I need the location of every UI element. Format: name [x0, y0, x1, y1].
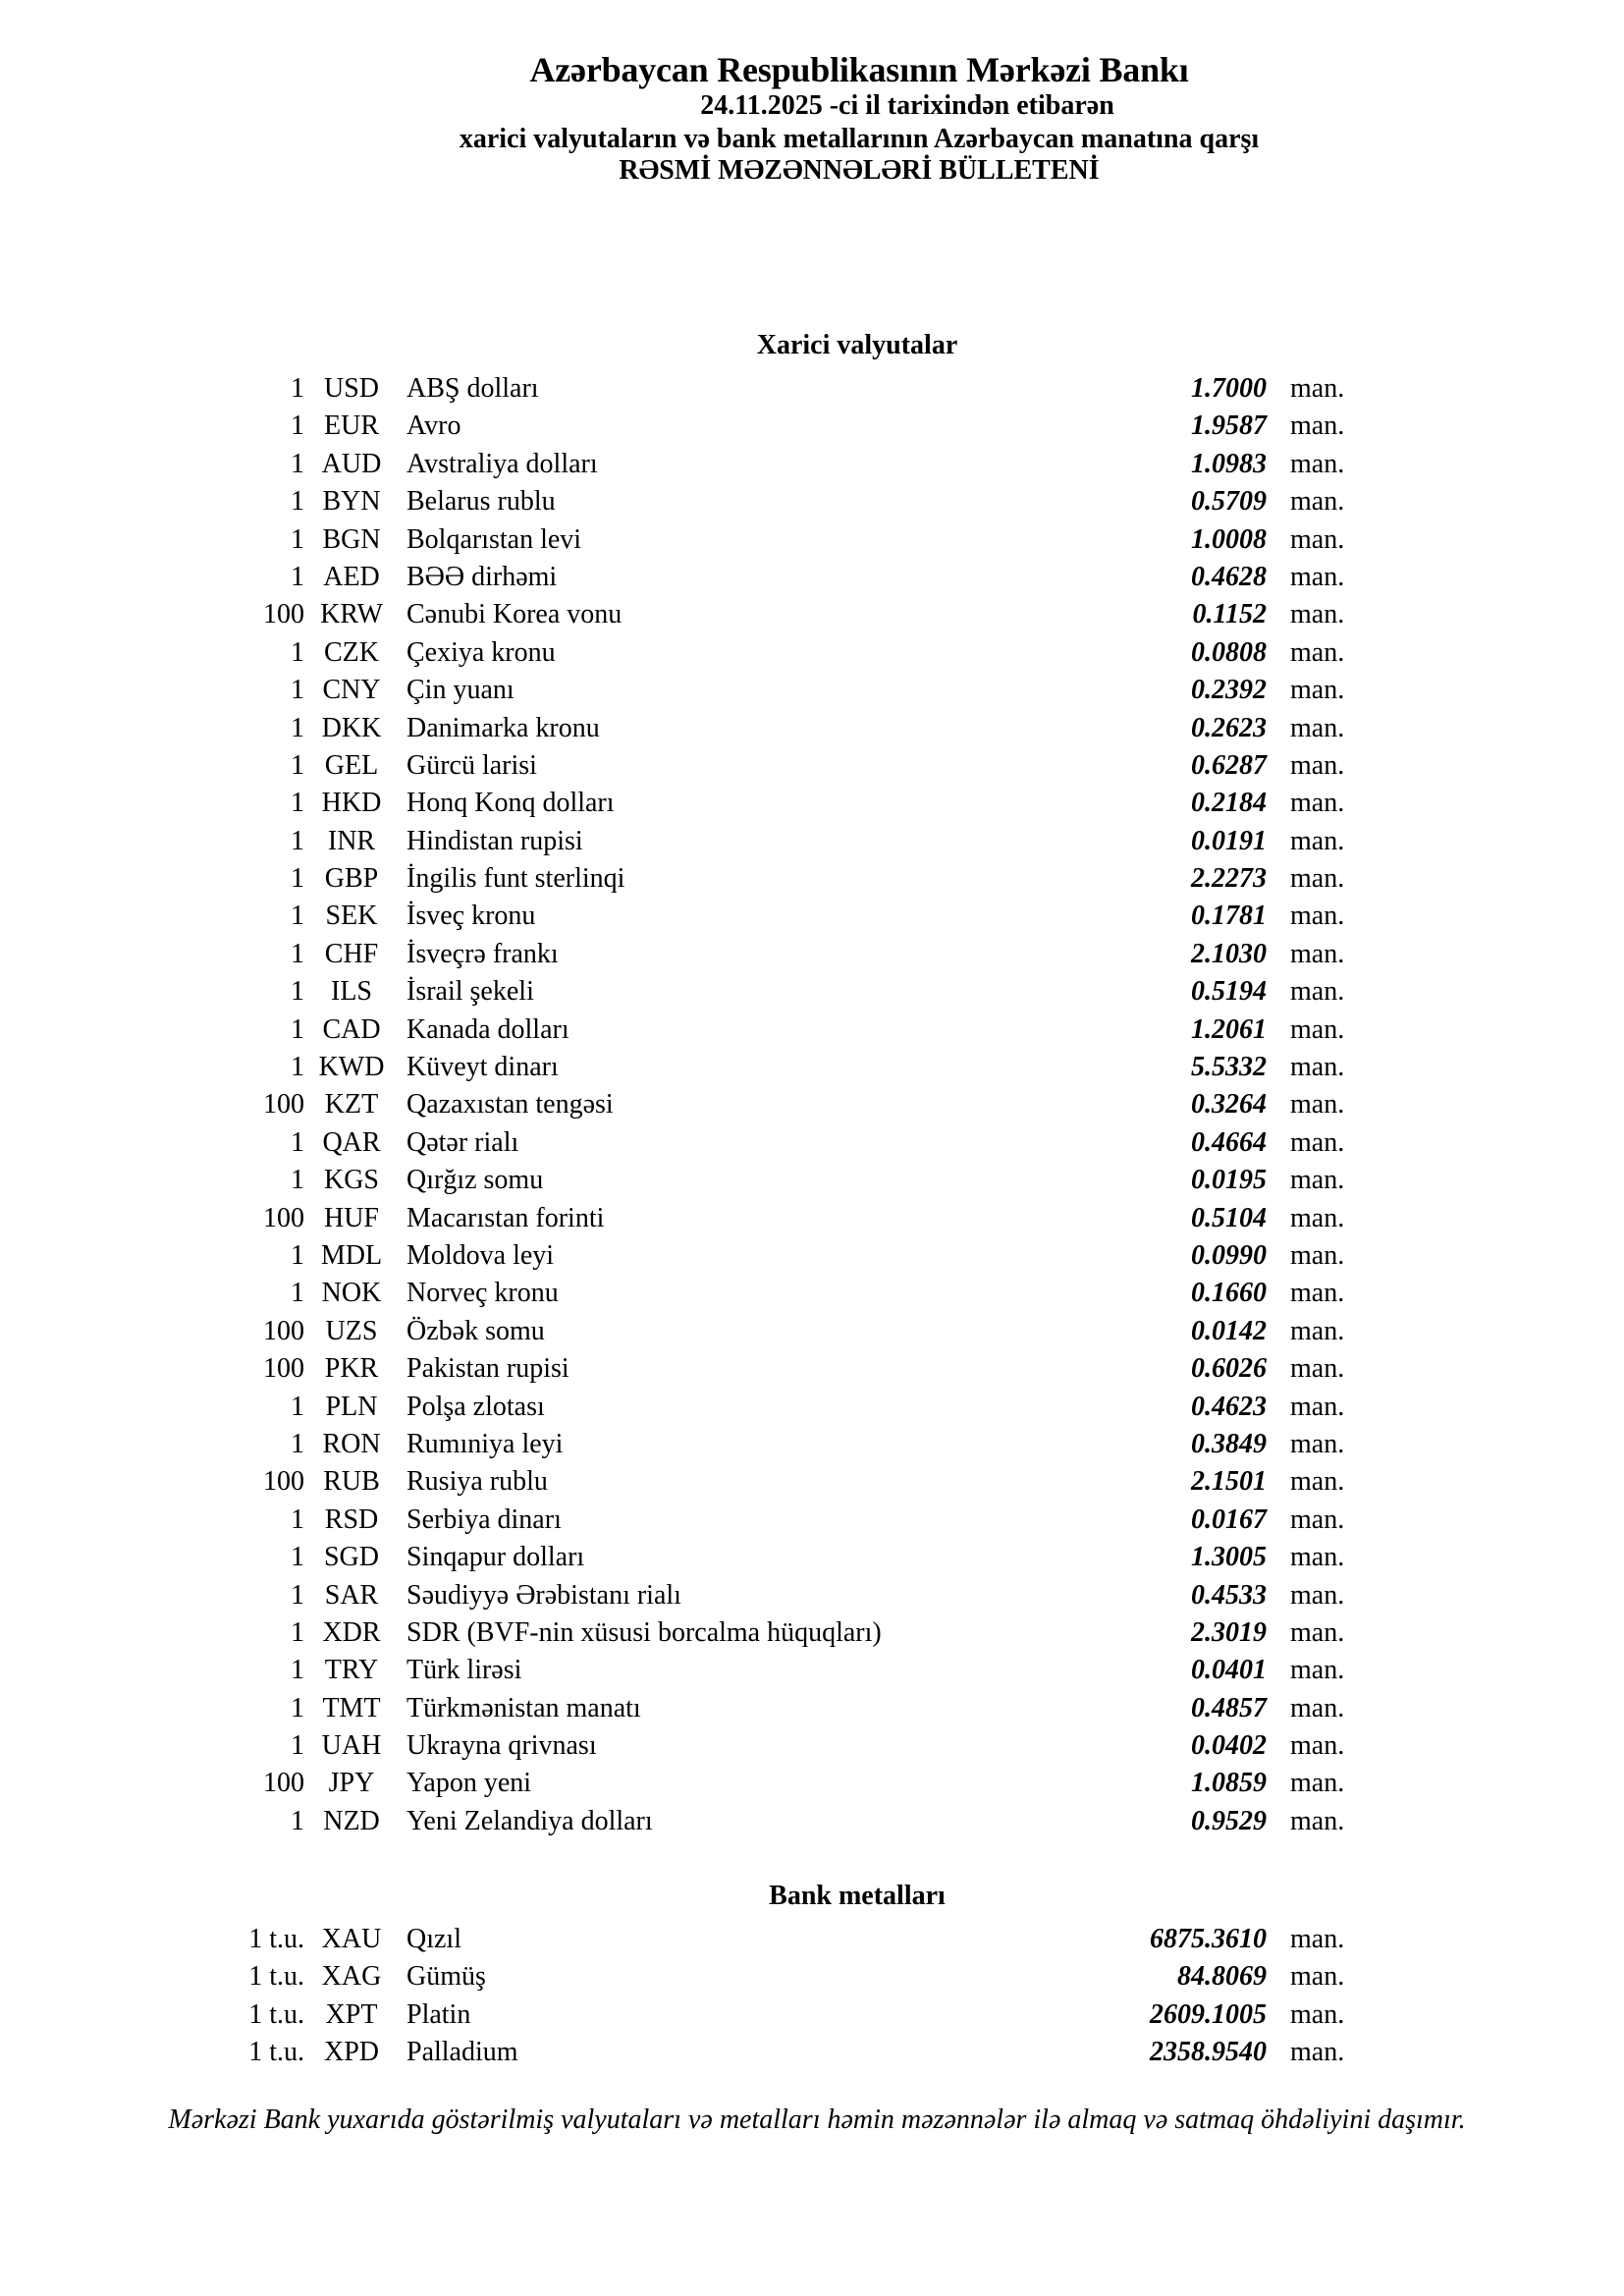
quantity-cell: 100 — [263, 599, 304, 630]
table-row — [226, 1958, 1453, 1995]
currency-code-cell: XDR — [322, 1616, 381, 1648]
currency-name-cell: İsveçrə frankı — [406, 938, 559, 969]
table-row — [226, 973, 1453, 1011]
currency-code-cell: CNY — [322, 675, 381, 706]
quantity-cell: 100 — [263, 1353, 304, 1385]
unit-cell: man. — [1290, 410, 1345, 442]
currencies-section — [226, 330, 1453, 1840]
unit-cell: man. — [1290, 1391, 1345, 1422]
rate-cell: 0.0195 — [1191, 1165, 1267, 1196]
currency-name-cell: Rumıniya leyi — [406, 1428, 564, 1459]
rate-cell: 0.5709 — [1191, 486, 1267, 518]
quantity-cell: 100 — [263, 1768, 304, 1799]
currency-name-cell: İsrail şekeli — [406, 976, 534, 1008]
table-row — [226, 860, 1453, 898]
currency-code-cell: DKK — [321, 712, 382, 743]
table-row — [226, 672, 1453, 709]
currency-name-cell: Gürcü larisi — [406, 749, 537, 781]
unit-cell: man. — [1290, 825, 1345, 856]
currency-code-cell: ILS — [331, 976, 372, 1008]
rate-cell: 1.0008 — [1191, 523, 1267, 555]
currency-name-cell: Belarus rublu — [406, 486, 556, 518]
currency-name-cell: Serbiya dinarı — [406, 1503, 562, 1535]
unit-cell: man. — [1290, 1768, 1345, 1799]
rate-cell: 0.4623 — [1191, 1391, 1267, 1422]
currency-code-cell: TMT — [322, 1692, 381, 1723]
unit-cell: man. — [1290, 901, 1345, 932]
currency-code-cell: UAH — [321, 1730, 382, 1762]
quantity-cell: 1 — [291, 636, 304, 668]
currency-name-cell: Rusiya rublu — [406, 1466, 548, 1498]
currency-name-cell: Qırğız somu — [406, 1165, 544, 1196]
table-row — [226, 483, 1453, 520]
unit-cell: man. — [1290, 1998, 1345, 2030]
table-row — [226, 408, 1453, 445]
table-row — [226, 559, 1453, 596]
currency-code-cell: BGN — [322, 523, 381, 555]
table-row — [226, 1502, 1453, 1539]
rate-cell: 0.5194 — [1191, 976, 1267, 1008]
rate-cell: 0.6026 — [1191, 1353, 1267, 1385]
currency-code-cell: QAR — [322, 1126, 381, 1158]
unit-cell: man. — [1290, 1542, 1345, 1573]
table-row — [226, 1539, 1453, 1576]
rate-cell: 0.0191 — [1191, 825, 1267, 856]
currency-name-cell: Cənubi Korea vonu — [406, 599, 623, 630]
unit-cell: man. — [1290, 1165, 1345, 1196]
rate-cell: 0.4857 — [1191, 1692, 1267, 1723]
unit-cell: man. — [1290, 976, 1345, 1008]
quantity-cell: 1 — [291, 938, 304, 969]
quantity-cell: 1 — [291, 1013, 304, 1045]
rate-cell: 1.2061 — [1191, 1013, 1267, 1045]
table-row — [226, 1275, 1453, 1312]
table-row — [226, 1200, 1453, 1237]
unit-cell: man. — [1290, 1692, 1345, 1723]
quantity-cell: 1 — [291, 523, 304, 555]
currency-name-cell: Palladium — [406, 2037, 518, 2068]
table-row — [226, 1011, 1453, 1049]
quantity-cell: 1 — [291, 1052, 304, 1083]
table-row — [226, 1921, 1453, 1958]
quantity-cell: 1 — [291, 1428, 304, 1459]
rate-cell: 0.3849 — [1191, 1428, 1267, 1459]
currency-code-cell: RSD — [324, 1503, 379, 1535]
quantity-cell: 1 — [291, 1730, 304, 1762]
currency-code-cell: SGD — [323, 1542, 379, 1573]
rate-cell: 2609.1005 — [1150, 1998, 1267, 2030]
unit-cell: man. — [1290, 1655, 1345, 1686]
currency-code-cell: HKD — [321, 788, 382, 819]
table-row — [226, 823, 1453, 860]
rate-cell: 0.5104 — [1191, 1202, 1267, 1233]
rate-cell: 0.3264 — [1191, 1089, 1267, 1121]
table-row — [226, 898, 1453, 935]
table-row — [226, 1049, 1453, 1086]
rate-cell: 0.9529 — [1191, 1805, 1267, 1836]
table-row — [226, 1350, 1453, 1388]
currency-name-cell: Bolqarıstan levi — [406, 523, 582, 555]
unit-cell: man. — [1290, 1616, 1345, 1648]
quantity-cell: 1 — [291, 825, 304, 856]
quantity-cell: 1 — [291, 1579, 304, 1611]
rate-cell: 0.4628 — [1191, 561, 1267, 592]
bulletin-title: RƏSMİ MƏZƏNNƏLƏRİ BÜLLETENİ — [619, 155, 1100, 186]
currency-name-cell: Kanada dolları — [406, 1013, 569, 1045]
currency-code-cell: KGS — [323, 1165, 379, 1196]
currency-code-cell: UZS — [325, 1315, 378, 1346]
currency-name-cell: Qətər rialı — [406, 1126, 519, 1158]
unit-cell: man. — [1290, 675, 1345, 706]
currency-name-cell: Moldova leyi — [406, 1239, 555, 1271]
currency-name-cell: Polşa zlotası — [406, 1391, 545, 1422]
currency-name-cell: Türkmənistan manatı — [406, 1692, 641, 1723]
rate-cell: 0.0401 — [1191, 1655, 1267, 1686]
rate-cell: 1.9587 — [1191, 410, 1267, 442]
currency-name-cell: İngilis funt sterlinqi — [406, 863, 625, 895]
currency-code-cell: AUD — [321, 448, 382, 479]
currency-name-cell: Özbək somu — [406, 1315, 545, 1346]
table-row — [226, 747, 1453, 785]
currencies-section-title: Xarici valyutalar — [756, 330, 958, 360]
rate-cell: 0.6287 — [1191, 749, 1267, 781]
effective-date-line: 24.11.2025 -ci il tarixindən etibarən — [700, 90, 1114, 121]
metals-section — [226, 1881, 1453, 2072]
rate-cell: 0.4533 — [1191, 1579, 1267, 1611]
rate-cell: 84.8069 — [1177, 1961, 1267, 1993]
table-row — [226, 2034, 1453, 2071]
currency-code-cell: EUR — [324, 410, 379, 442]
quantity-cell: 1 t.u. — [248, 2037, 304, 2068]
unit-cell: man. — [1290, 1466, 1345, 1498]
quantity-cell: 1 — [291, 1655, 304, 1686]
currency-code-cell: RON — [322, 1428, 381, 1459]
currency-code-cell: MDL — [320, 1239, 383, 1271]
currency-name-cell: Səudiyyə Ərəbistanı rialı — [406, 1579, 681, 1611]
currency-code-cell: GBP — [324, 863, 379, 895]
unit-cell: man. — [1290, 599, 1345, 630]
quantity-cell: 1 — [291, 486, 304, 518]
table-row — [226, 1614, 1453, 1652]
unit-cell: man. — [1290, 1503, 1345, 1535]
footer-note: Mərkəzi Bank yuxarıda göstərilmiş valyutaları və metalları həmin məzənnələr ilə almaq və satmaq öhdəliyini daşımır. — [168, 2105, 1466, 2135]
rate-cell: 1.7000 — [1191, 373, 1267, 404]
currency-name-cell: BƏƏ dirhəmi — [406, 561, 558, 592]
quantity-cell: 1 — [291, 1391, 304, 1422]
quantity-cell: 1 — [291, 863, 304, 895]
table-row — [226, 1389, 1453, 1426]
rate-cell: 0.0990 — [1191, 1239, 1267, 1271]
unit-cell: man. — [1290, 1126, 1345, 1158]
table-row — [226, 1463, 1453, 1501]
unit-cell: man. — [1290, 1278, 1345, 1309]
table-row — [226, 1426, 1453, 1463]
quantity-cell: 1 — [291, 448, 304, 479]
currency-name-cell: Qızıl — [406, 1924, 461, 1954]
currency-name-cell: Ukrayna qrivnası — [406, 1730, 597, 1762]
currency-name-cell: Norveç kronu — [406, 1278, 559, 1309]
table-row — [226, 521, 1453, 559]
rate-cell: 1.0983 — [1191, 448, 1267, 479]
currency-name-cell: Sinqapur dolları — [406, 1542, 585, 1573]
table-row — [226, 1086, 1453, 1123]
table-row — [226, 1577, 1453, 1614]
metals-section-title: Bank metalları — [769, 1881, 946, 1911]
currency-code-cell: TRY — [324, 1655, 379, 1686]
currency-name-cell: Türk lirəsi — [406, 1655, 522, 1686]
quantity-cell: 1 — [291, 749, 304, 781]
currency-code-cell: AED — [323, 561, 380, 592]
currency-code-cell: USD — [323, 373, 379, 404]
quantity-cell: 1 — [291, 1239, 304, 1271]
quantity-cell: 1 — [291, 410, 304, 442]
table-row — [226, 446, 1453, 483]
unit-cell: man. — [1290, 1805, 1345, 1836]
quantity-cell: 1 — [291, 1165, 304, 1196]
table-row — [226, 1652, 1453, 1689]
unit-cell: man. — [1290, 788, 1345, 819]
rate-cell: 0.0808 — [1191, 636, 1267, 668]
rate-cell: 6875.3610 — [1150, 1924, 1267, 1954]
table-row — [226, 1162, 1453, 1199]
quantity-cell: 1 — [291, 373, 304, 404]
quantity-cell: 100 — [263, 1315, 304, 1346]
unit-cell: man. — [1290, 712, 1345, 743]
rate-cell: 0.4664 — [1191, 1126, 1267, 1158]
unit-cell: man. — [1290, 636, 1345, 668]
currency-code-cell: KWD — [318, 1052, 385, 1083]
table-row — [226, 1727, 1453, 1765]
quantity-cell: 100 — [263, 1466, 304, 1498]
unit-cell: man. — [1290, 523, 1345, 555]
table-row — [226, 785, 1453, 822]
rate-cell: 0.2184 — [1191, 788, 1267, 819]
table-row — [226, 1690, 1453, 1727]
currency-code-cell: NOK — [321, 1278, 382, 1309]
currency-name-cell: Hindistan rupisi — [406, 825, 583, 856]
table-row — [226, 1237, 1453, 1275]
table-row — [226, 1765, 1453, 1802]
unit-cell: man. — [1290, 373, 1345, 404]
currency-code-cell: XPT — [325, 1998, 378, 2030]
currency-name-cell: Çin yuanı — [406, 675, 514, 706]
table-row — [226, 1803, 1453, 1840]
unit-cell: man. — [1290, 561, 1345, 592]
currency-code-cell: CAD — [322, 1013, 381, 1045]
table-row — [226, 634, 1453, 672]
rate-cell: 2358.9540 — [1150, 2037, 1267, 2068]
unit-cell: man. — [1290, 1239, 1345, 1271]
quantity-cell: 1 — [291, 561, 304, 592]
currency-name-cell: Platin — [406, 1998, 471, 2030]
unit-cell: man. — [1290, 1924, 1345, 1954]
currency-code-cell: XAU — [321, 1924, 382, 1954]
unit-cell: man. — [1290, 1089, 1345, 1121]
currency-name-cell: Avro — [406, 410, 461, 442]
currency-code-cell: CHF — [324, 938, 379, 969]
table-row — [226, 710, 1453, 747]
currency-code-cell: BYN — [322, 486, 381, 518]
quantity-cell: 1 — [291, 1278, 304, 1309]
unit-cell: man. — [1290, 1428, 1345, 1459]
currency-code-cell: SEK — [325, 901, 378, 932]
currency-name-cell: Pakistan rupisi — [406, 1353, 569, 1385]
unit-cell: man. — [1290, 938, 1345, 969]
unit-cell: man. — [1290, 1013, 1345, 1045]
currency-code-cell: CZK — [324, 636, 379, 668]
currency-name-cell: Küveyt dinarı — [406, 1052, 559, 1083]
currency-name-cell: Macarıstan forinti — [406, 1202, 605, 1233]
quantity-cell: 1 — [291, 1503, 304, 1535]
quantity-cell: 1 — [291, 712, 304, 743]
quantity-cell: 1 — [291, 1805, 304, 1836]
quantity-cell: 1 — [291, 1542, 304, 1573]
currency-code-cell: PLN — [325, 1391, 378, 1422]
quantity-cell: 1 — [291, 1616, 304, 1648]
table-row — [226, 596, 1453, 633]
quantity-cell: 1 — [291, 788, 304, 819]
rate-cell: 0.0402 — [1191, 1730, 1267, 1762]
table-row — [226, 370, 1453, 408]
currency-name-cell: İsveç kronu — [406, 901, 536, 932]
unit-cell: man. — [1290, 749, 1345, 781]
currency-code-cell: JPY — [328, 1768, 375, 1799]
currency-name-cell: Qazaxıstan tengəsi — [406, 1089, 614, 1121]
currency-code-cell: XAG — [321, 1961, 382, 1993]
unit-cell: man. — [1290, 486, 1345, 518]
quantity-cell: 1 t.u. — [248, 1998, 304, 2030]
quantity-cell: 1 — [291, 901, 304, 932]
currency-name-cell: Danimarka kronu — [406, 712, 600, 743]
currency-name-cell: Çexiya kronu — [406, 636, 556, 668]
rate-cell: 0.0167 — [1191, 1503, 1267, 1535]
currency-name-cell: Yeni Zelandiya dolları — [406, 1805, 653, 1836]
unit-cell: man. — [1290, 1353, 1345, 1385]
unit-cell: man. — [1290, 1579, 1345, 1611]
quantity-cell: 1 — [291, 1126, 304, 1158]
currency-code-cell: GEL — [324, 749, 379, 781]
page-title: Azərbaycan Respublikasının Mərkəzi Bankı — [529, 50, 1189, 89]
rate-cell: 2.3019 — [1191, 1616, 1267, 1648]
rate-cell: 2.1030 — [1191, 938, 1267, 969]
currency-code-cell: INR — [327, 825, 376, 856]
currencies-table — [226, 370, 1453, 1840]
currency-code-cell: RUB — [323, 1466, 380, 1498]
rate-cell: 0.1781 — [1191, 901, 1267, 932]
unit-cell: man. — [1290, 1202, 1345, 1233]
rate-cell: 0.2392 — [1191, 675, 1267, 706]
currency-code-cell: XPD — [323, 2037, 379, 2068]
currency-name-cell: Yapon yeni — [406, 1768, 532, 1799]
currency-code-cell: NZD — [323, 1805, 380, 1836]
unit-cell: man. — [1290, 1730, 1345, 1762]
rate-cell: 1.0859 — [1191, 1768, 1267, 1799]
currency-name-cell: Avstraliya dolları — [406, 448, 598, 479]
rate-cell: 5.5332 — [1191, 1052, 1267, 1083]
rate-cell: 0.0142 — [1191, 1315, 1267, 1346]
quantity-cell: 1 — [291, 675, 304, 706]
table-row — [226, 1124, 1453, 1162]
quantity-cell: 100 — [263, 1089, 304, 1121]
rate-cell: 0.1660 — [1191, 1278, 1267, 1309]
unit-cell: man. — [1290, 863, 1345, 895]
quantity-cell: 1 t.u. — [248, 1924, 304, 1954]
rate-cell: 1.3005 — [1191, 1542, 1267, 1573]
rate-cell: 0.2623 — [1191, 712, 1267, 743]
currency-code-cell: SAR — [324, 1579, 379, 1611]
currency-name-cell: Honq Konq dolları — [406, 788, 615, 819]
quantity-cell: 1 — [291, 976, 304, 1008]
currency-name-cell: Gümüş — [406, 1961, 486, 1993]
table-row — [226, 1996, 1453, 2034]
currency-code-cell: KRW — [320, 599, 383, 630]
quantity-cell: 100 — [263, 1202, 304, 1233]
rate-cell: 0.1152 — [1192, 599, 1267, 630]
unit-cell: man. — [1290, 1961, 1345, 1993]
table-row — [226, 1313, 1453, 1350]
rate-cell: 2.2273 — [1191, 863, 1267, 895]
unit-cell: man. — [1290, 1052, 1345, 1083]
currency-name-cell: ABŞ dolları — [406, 373, 539, 404]
unit-cell: man. — [1290, 2037, 1345, 2068]
quantity-cell: 1 t.u. — [248, 1961, 304, 1993]
unit-cell: man. — [1290, 448, 1345, 479]
rate-cell: 2.1501 — [1191, 1466, 1267, 1498]
currency-name-cell: SDR (BVF-nin xüsusi borcalma hüquqları) — [406, 1616, 882, 1648]
currency-code-cell: PKR — [324, 1353, 379, 1385]
page-content — [94, 0, 1624, 2296]
metals-table — [226, 1921, 1453, 2072]
subtitle-line: xarici valyutaların və bank metallarının Azərbaycan manatına qarşı — [459, 124, 1260, 154]
currency-code-cell: KZT — [324, 1089, 379, 1121]
unit-cell: man. — [1290, 1315, 1345, 1346]
quantity-cell: 1 — [291, 1692, 304, 1723]
currency-code-cell: HUF — [323, 1202, 379, 1233]
table-row — [226, 936, 1453, 973]
